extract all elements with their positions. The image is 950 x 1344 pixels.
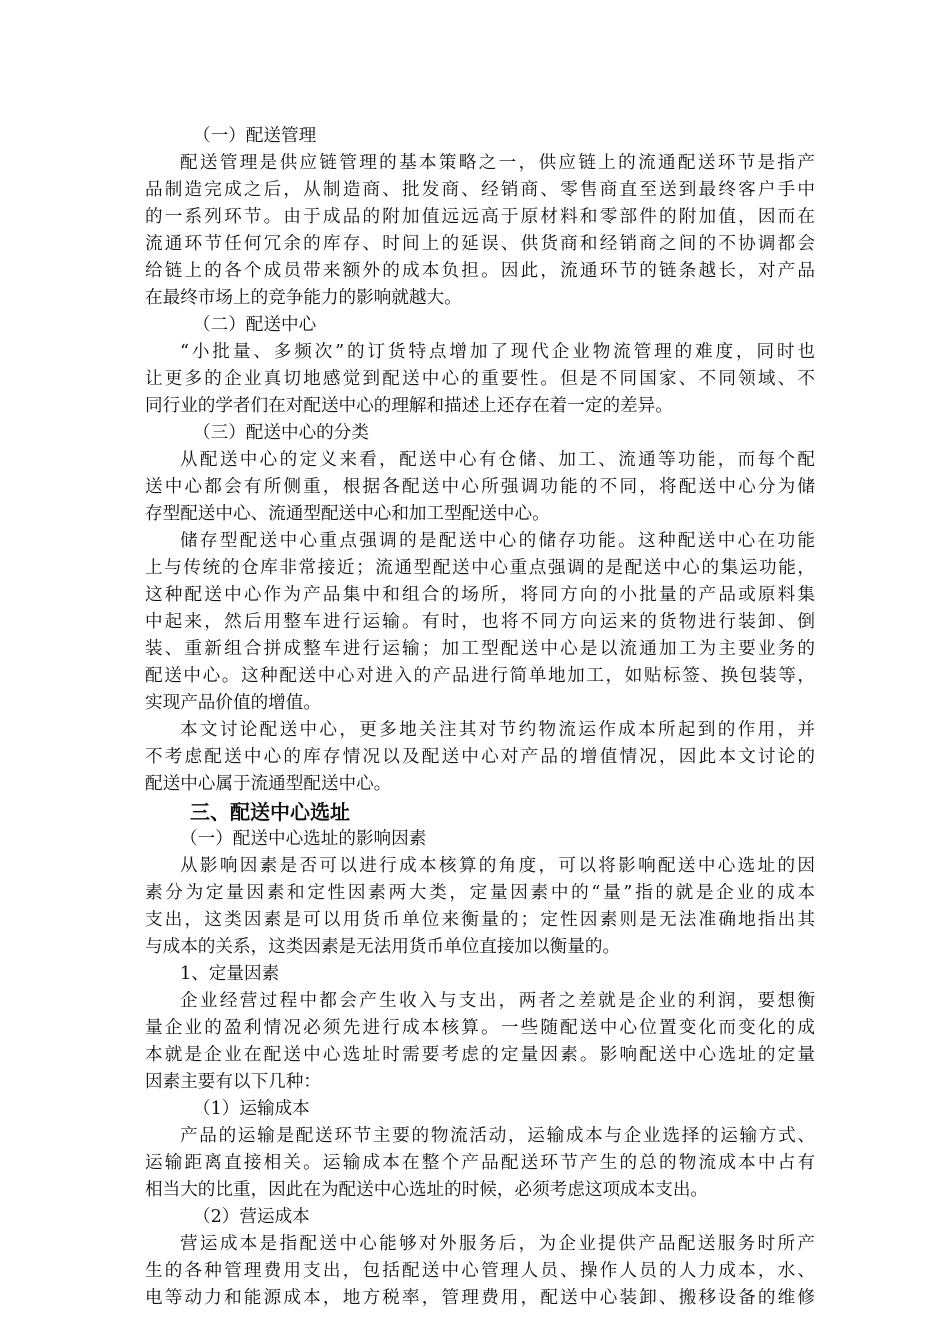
paragraph-line: 同行业的学者们在对配送中心的理解和描述上还存在着一定的差异。 [145,396,673,416]
paragraph-line: 与成本的关系，这类因素是无法用货币单位直接加以衡量的。 [145,937,621,957]
paragraph-line: 营运成本是指配送中心能够对外服务后，为企业提供产品配送服务时所产 [180,1234,815,1254]
paragraph-line: 的一系列环节。由于成品的附加值远远高于原材料和零部件的附加值，因而在 [145,207,815,227]
paragraph-line: 从影响因素是否可以进行成本核算的角度，可以将影响配送中心选址的因 [180,856,815,876]
paragraph-line: 这种配送中心作为产品集中和组合的场所，将同方向的小批量的产品或原料集 [145,585,815,605]
chapter-heading-site-selection: 三、配送中心选址 [190,800,350,824]
paragraph-line: 配送中心属于流通型配送中心。 [145,774,392,794]
paragraph [145,339,815,420]
paragraph-line: 相当大的比重，因此在为配送中心选址的时候，必须考虑这项成本支出。 [145,1180,709,1200]
paragraph-line: 运输距离直接相关。运输成本在整个产品配送环节产生的总的物流成本中占有 [145,1153,815,1173]
paragraph-line: 在最终市场上的竞争能力的影响就越大。 [145,288,462,308]
paragraph-line: “小批量、多频次”的订货特点增加了现代企业物流管理的难度，同时也 [180,342,815,362]
paragraph [145,1123,815,1204]
paragraph-line: 存型配送中心、流通型配送中心和加工型配送中心。 [145,504,550,524]
paragraph [145,1231,815,1312]
paragraph-line: 不考虑配送中心的库存情况以及配送中心对产品的增值情况，因此本文讨论的 [145,747,815,767]
paragraph-line: 从配送中心的定义来看，配送中心有仓储、加工、流通等功能，而每个配 [180,450,815,470]
item-heading-operating-cost: （2）营运成本 [193,1207,310,1227]
paragraph-line: 支出，这类因素是可以用货币单位来衡量的；定性因素则是无法准确地指出其 [145,910,815,930]
section-heading-classification: （三）配送中心的分类 [193,423,369,443]
paragraph-line: 配送管理是供应链管理的基本策略之一，供应链上的流通配送环节是指产 [180,153,815,173]
paragraph [145,447,815,528]
paragraph-line: 配送中心。这种配送中心对进入的产品进行简单地加工，如贴标签、换包装等， [145,666,815,686]
paragraph-line: 量企业的盈利情况必须先进行成本核算。一些随配送中心位置变化而变化的成 [145,1018,815,1038]
paragraph-line: 送中心都会有所侧重，根据各配送中心所强调功能的不同，将配送中心分为储 [145,477,815,497]
paragraph-line: 让更多的企业真切地感觉到配送中心的重要性。但是不同国家、不同领域、不 [145,369,815,389]
paragraph-line: 流通环节任何冗余的库存、时间上的延误、供货商和经销商之间的不协调都会 [145,234,815,254]
paragraph-line: 本就是企业在配送中心选址时需要考虑的定量因素。影响配送中心选址的定量 [145,1045,815,1065]
paragraph-line: 因素主要有以下几种： [145,1072,321,1092]
paragraph-line: 电等动力和能源成本，地方税率，管理费用，配送中心装卸、搬移设备的维修 [145,1288,815,1308]
paragraph-line: 储存型配送中心重点强调的是配送中心的储存功能。这种配送中心在功能 [180,531,815,551]
section-heading-distribution-management: （一）配送管理 [193,126,317,146]
paragraph-line: 企业经营过程中都会产生收入与支出，两者之差就是企业的利润，要想衡 [180,991,815,1011]
section-heading-influencing-factors: （一）配送中心选址的影响因素 [180,829,427,849]
paragraph-line: 上与传统的仓库非常接近；流通型配送中心重点强调的是配送中心的集运功能， [145,558,815,578]
paragraph-line: 中起来，然后用整车进行运输。有时，也将不同方向运来的货物进行装卸、倒 [145,612,815,632]
paragraph [145,717,815,798]
section-heading-distribution-center: （二）配送中心 [193,315,317,335]
paragraph-line: 给链上的各个成员带来额外的成本负担。因此，流通环节的链条越长，对产品 [145,261,815,281]
paragraph-line: 实现产品价值的增值。 [145,693,321,713]
paragraph [145,528,815,717]
subsection-heading-quantitative-factors: 1、定量因素 [180,964,280,984]
paragraph-line: 生的各种管理费用支出，包括配送中心管理人员、操作人员的人力成本，水、 [145,1261,815,1281]
paragraph-line: 素分为定量因素和定性因素两大类，定量因素中的“量”指的就是企业的成本 [145,883,815,903]
paragraph-line: 产品的运输是配送环节主要的物流活动，运输成本与企业选择的运输方式、 [180,1126,815,1146]
paragraph [145,988,815,1096]
paragraph [145,853,815,961]
paragraph-line: 装、重新组合拼成整车进行运输；加工型配送中心是以流通加工为主要业务的 [145,639,815,659]
paragraph-line: 本文讨论配送中心，更多地关注其对节约物流运作成本所起到的作用，并 [180,720,815,740]
paragraph [145,150,815,312]
document-page [145,123,815,1312]
item-heading-transport-cost: （1）运输成本 [193,1099,310,1119]
paragraph-line: 品制造完成之后，从制造商、批发商、经销商、零售商直至送到最终客户手中 [145,180,815,200]
